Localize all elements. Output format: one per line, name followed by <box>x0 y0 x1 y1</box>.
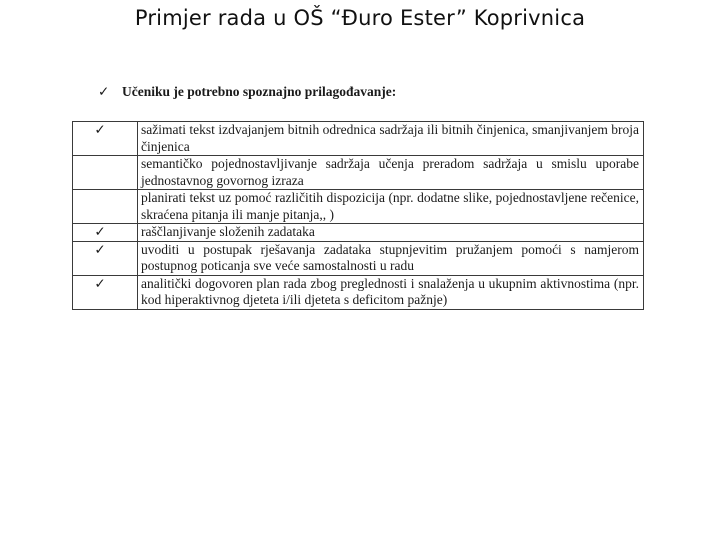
row-text: semantičko pojednostavljivanje sadržaja učenja preradom sadržaja u smislu uporabe jednostavnog govornog izraza <box>141 156 639 188</box>
check-cell <box>73 190 138 224</box>
check-cell <box>73 275 138 309</box>
checkmark-icon: ✓ <box>94 224 106 239</box>
checkmark-icon: ✓ <box>94 241 106 257</box>
row-text: uvoditi u postupak rješavanja zadataka stupnjevitim pružanjem pomoći s namjerom postupnog poticanja sve veće samostalnosti u radu <box>141 241 639 273</box>
checkmark-icon: ✓ <box>94 275 106 291</box>
check-cell <box>73 241 138 275</box>
check-cell <box>73 156 138 190</box>
row-text: planirati tekst uz pomoć različitih dispozicija (npr. dodatne slike, pojednostavljene rečenice, skraćena pitanja ili manje pitanja,, ) <box>141 190 639 222</box>
text-cell <box>138 275 644 309</box>
heading-text: Učeniku je potrebno spoznajno prilagođavanje: <box>122 84 397 99</box>
slide-title: Primjer rada u OŠ “Đuro Ester” Koprivnica <box>134 6 586 30</box>
text-cell <box>138 224 644 242</box>
adaptation-table <box>72 121 644 310</box>
check-cell <box>73 224 138 242</box>
text-cell <box>138 156 644 190</box>
row-text: sažimati tekst izdvajanjem bitnih odrednica sadržaja ili bitnih činjenica, smanjivanjem broja činjenica <box>141 122 639 154</box>
table-row <box>73 190 644 224</box>
check-cell <box>73 122 138 156</box>
row-text: analitički dogovoren plan rada zbog preglednosti i snalaženja u ukupnim aktivnostima (npr. kod hiperaktivnog djeteta i/ili djeteta s deficitom pažnje) <box>141 275 639 307</box>
text-cell <box>138 241 644 275</box>
table-row <box>73 122 644 156</box>
table-row <box>73 156 644 190</box>
document-heading <box>98 84 396 100</box>
checkmark-icon: ✓ <box>94 122 106 137</box>
text-cell <box>138 190 644 224</box>
table-row <box>73 224 644 242</box>
table-row <box>73 275 644 309</box>
checkmark-icon: ✓ <box>98 84 110 99</box>
text-cell <box>138 122 644 156</box>
table-row <box>73 241 644 275</box>
row-text: raščlanjivanje složenih zadataka <box>141 224 315 239</box>
